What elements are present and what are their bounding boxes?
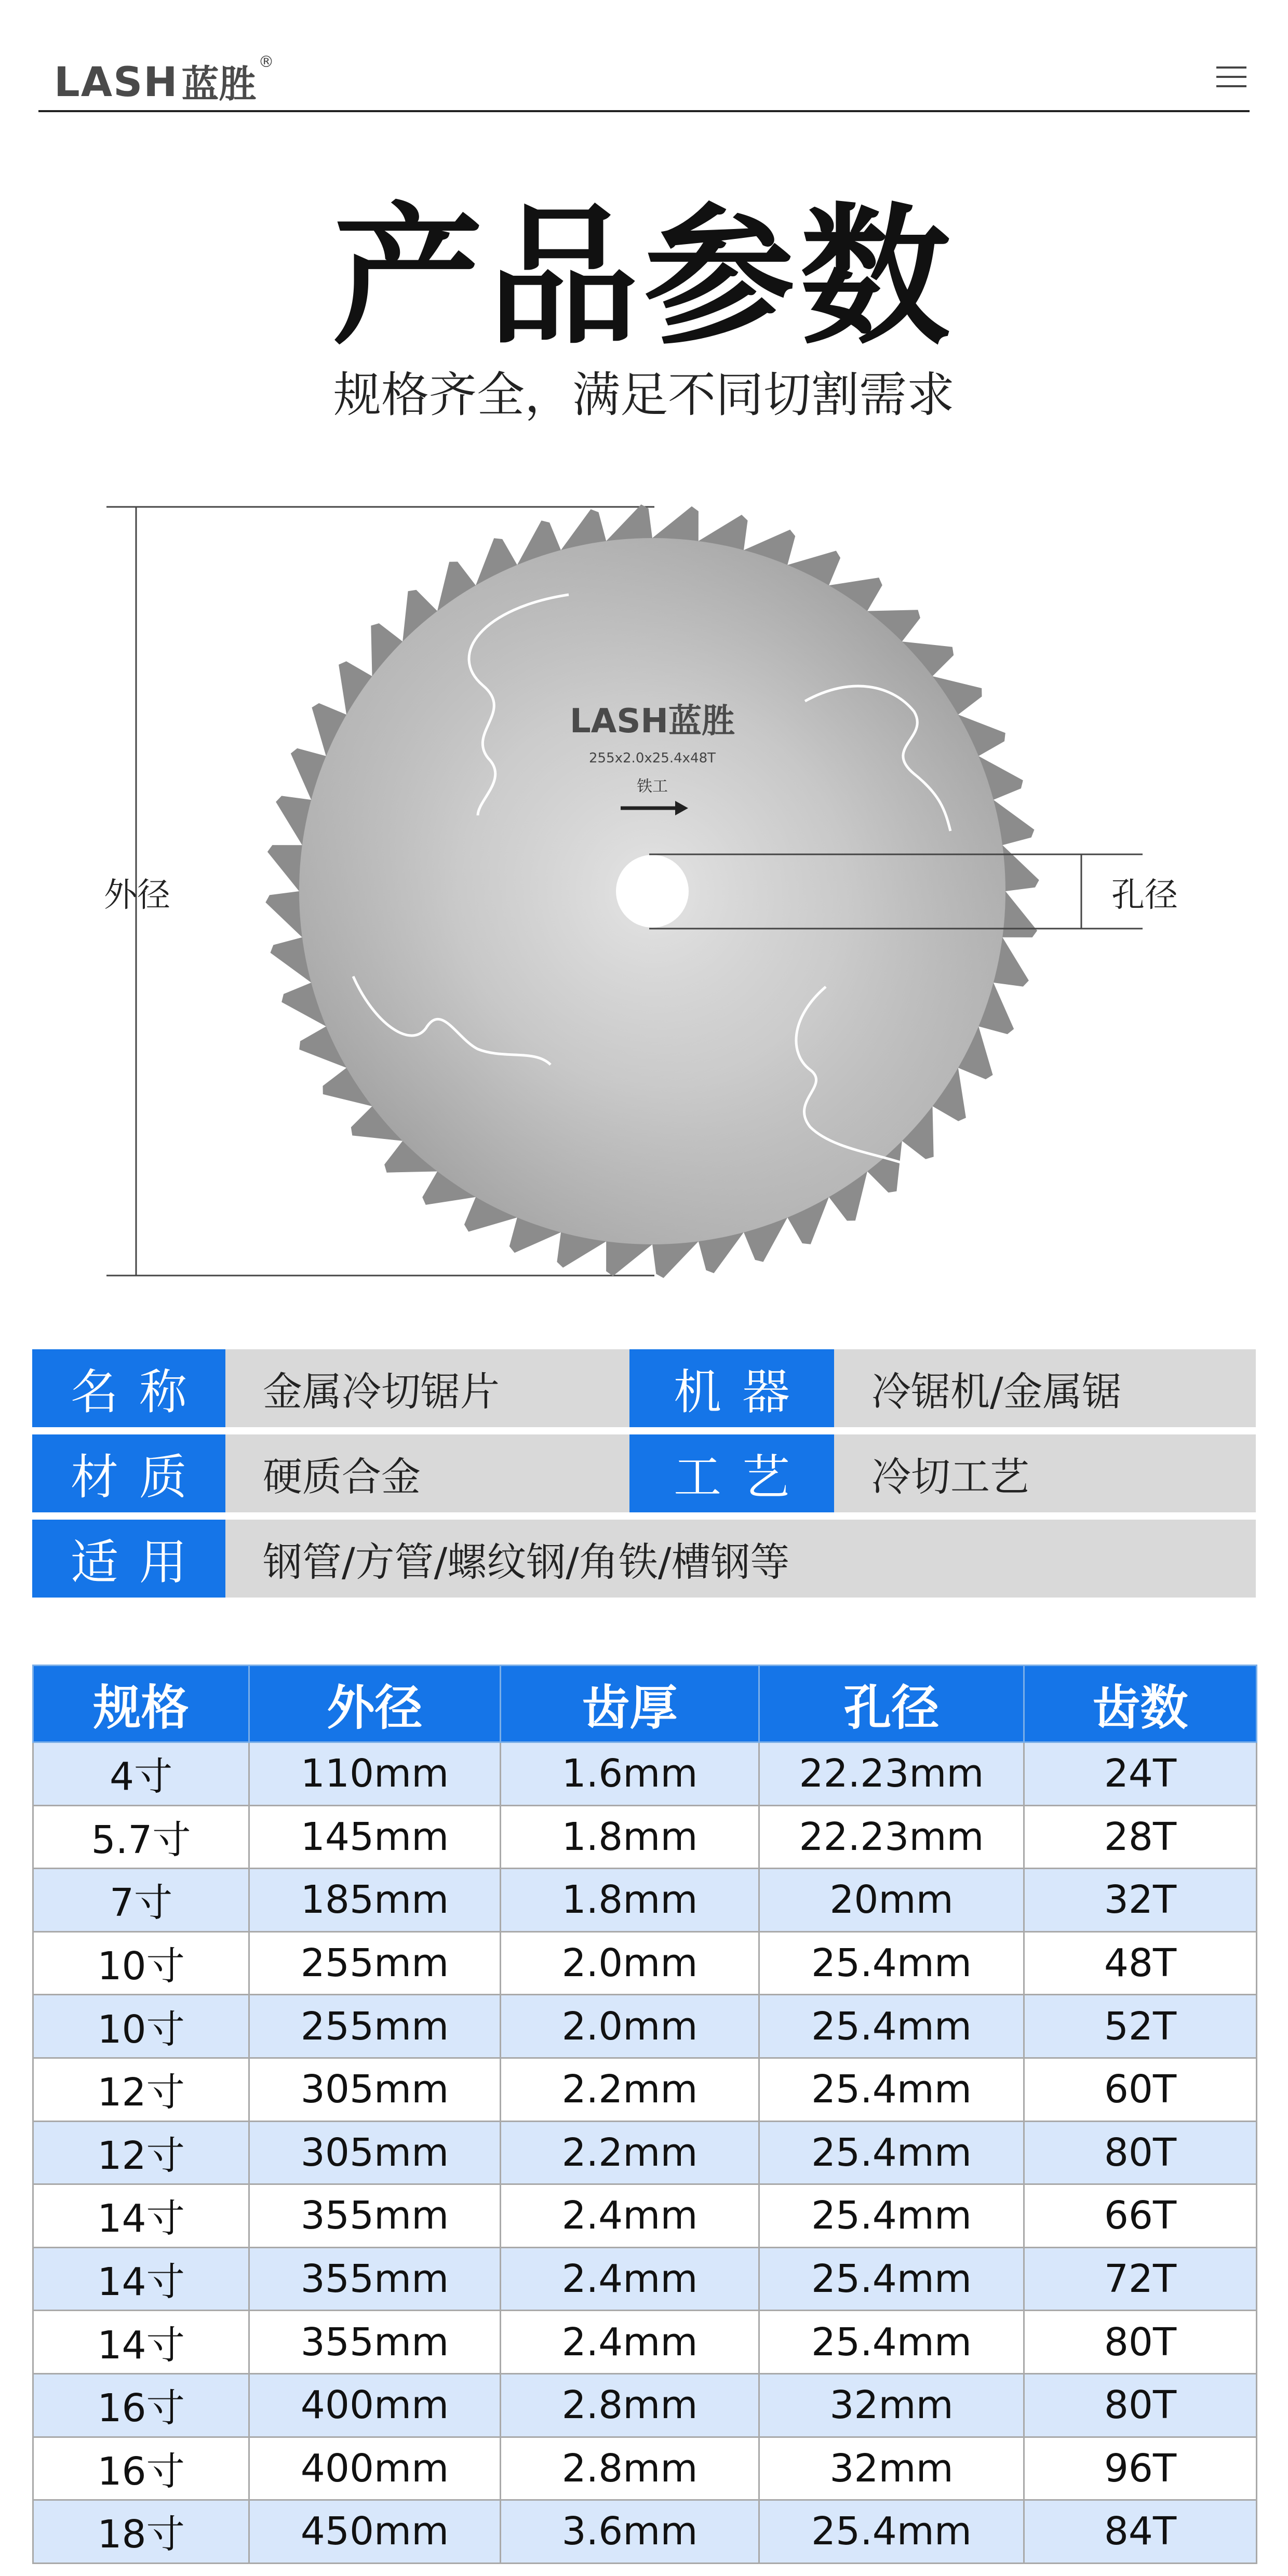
cell-bore: 20mm <box>759 1869 1024 1932</box>
cell-thickness: 2.4mm <box>501 2184 759 2248</box>
table-row <box>33 1869 1257 1932</box>
cell-teeth: 84T <box>1024 2500 1257 2564</box>
col-header-size: 规格 <box>33 1666 249 1742</box>
cell-teeth: 32T <box>1024 1869 1257 1932</box>
blade-spec-text: 255x2.0x25.4x48T <box>589 750 716 766</box>
brand-logo[interactable] <box>54 51 274 106</box>
cell-bore: 25.4mm <box>759 2311 1024 2374</box>
cell-teeth: 28T <box>1024 1805 1257 1869</box>
cell-bore: 32mm <box>759 2437 1024 2500</box>
cell-thickness: 2.8mm <box>501 2373 759 2437</box>
cell-thickness: 2.2mm <box>501 2121 759 2184</box>
cell-size: 18寸 <box>33 2500 249 2564</box>
table-row <box>33 1805 1257 1869</box>
table-row <box>33 2311 1257 2374</box>
machine-label: 机器 <box>629 1349 834 1427</box>
cell-thickness: 3.6mm <box>501 2500 759 2564</box>
page-subtitle: 规格齐全，满足不同切割需求 <box>333 367 955 423</box>
cell-outer-diameter: 400mm <box>249 2373 501 2437</box>
spec-table-header-row <box>33 1666 1257 1742</box>
cell-size: 7寸 <box>33 1869 249 1932</box>
blade-diagram <box>0 488 1288 1298</box>
table-row <box>33 2058 1257 2121</box>
col-header-teeth: 齿数 <box>1024 1666 1257 1742</box>
cell-bore: 22.23mm <box>759 1742 1024 1806</box>
cell-teeth: 52T <box>1024 1995 1257 2058</box>
cell-bore: 22.23mm <box>759 1805 1024 1869</box>
cell-teeth: 66T <box>1024 2184 1257 2248</box>
cell-outer-diameter: 355mm <box>249 2184 501 2248</box>
cell-size: 14寸 <box>33 2247 249 2311</box>
name-value: 金属冷切锯片 <box>225 1349 629 1427</box>
table-row <box>33 2373 1257 2437</box>
blade-logo: LASH蓝胜 <box>570 702 735 741</box>
machine-value: 冷锯机/金属锯 <box>834 1349 1256 1427</box>
blade-bore <box>616 855 689 928</box>
usage-label: 适用 <box>32 1520 225 1598</box>
cell-teeth: 72T <box>1024 2247 1257 2311</box>
cell-teeth: 24T <box>1024 1742 1257 1806</box>
info-row-material-process <box>32 1434 1256 1512</box>
table-row <box>33 1742 1257 1806</box>
cell-bore: 32mm <box>759 2373 1024 2437</box>
cell-outer-diameter: 400mm <box>249 2437 501 2500</box>
cell-outer-diameter: 450mm <box>249 2500 501 2564</box>
cell-teeth: 96T <box>1024 2437 1257 2500</box>
col-header-bore: 孔径 <box>759 1666 1024 1742</box>
col-header-thickness: 齿厚 <box>501 1666 759 1742</box>
usage-value: 钢管/方管/螺纹钢/角铁/槽钢等 <box>225 1520 1256 1598</box>
blade-material-text: 铁工 <box>637 777 668 796</box>
cell-bore: 25.4mm <box>759 1931 1024 1995</box>
cell-thickness: 1.8mm <box>501 1805 759 1869</box>
page-title: 产品参数 <box>332 190 956 365</box>
cell-outer-diameter: 355mm <box>249 2311 501 2374</box>
cell-bore: 25.4mm <box>759 2058 1024 2121</box>
cell-size: 12寸 <box>33 2121 249 2184</box>
process-value: 冷切工艺 <box>834 1434 1256 1512</box>
info-row-name-machine <box>32 1349 1256 1427</box>
cell-bore: 25.4mm <box>759 2500 1024 2564</box>
cell-bore: 25.4mm <box>759 2121 1024 2184</box>
cell-thickness: 1.6mm <box>501 1742 759 1806</box>
cell-thickness: 2.4mm <box>501 2247 759 2311</box>
process-label: 工艺 <box>629 1434 834 1512</box>
cell-size: 14寸 <box>33 2184 249 2248</box>
cell-outer-diameter: 355mm <box>249 2247 501 2311</box>
cell-outer-diameter: 255mm <box>249 1995 501 2058</box>
outer-diameter-label: 外径 <box>104 876 170 915</box>
cell-size: 16寸 <box>33 2373 249 2437</box>
cell-size: 12寸 <box>33 2058 249 2121</box>
cell-size: 14寸 <box>33 2311 249 2374</box>
cell-teeth: 48T <box>1024 1931 1257 1995</box>
menu-bar <box>1216 66 1246 69</box>
spec-table <box>32 1665 1257 2564</box>
saw-blade-illustration <box>0 488 1288 1298</box>
cell-size: 16寸 <box>33 2437 249 2500</box>
info-row-usage <box>32 1520 1256 1598</box>
col-header-outer-diameter: 外径 <box>249 1666 501 1742</box>
cell-bore: 25.4mm <box>759 2184 1024 2248</box>
cell-bore: 25.4mm <box>759 1995 1024 2058</box>
cell-teeth: 80T <box>1024 2311 1257 2374</box>
cell-outer-diameter: 145mm <box>249 1805 501 1869</box>
table-row <box>33 1931 1257 1995</box>
menu-bar <box>1216 85 1246 87</box>
cell-outer-diameter: 305mm <box>249 2058 501 2121</box>
cell-outer-diameter: 110mm <box>249 1742 501 1806</box>
table-row <box>33 1995 1257 2058</box>
cell-bore: 25.4mm <box>759 2247 1024 2311</box>
cell-size: 5.7寸 <box>33 1805 249 1869</box>
bore-diameter-label: 孔径 <box>1111 876 1178 915</box>
cell-thickness: 2.2mm <box>501 2058 759 2121</box>
registered-mark: ® <box>258 53 274 71</box>
material-value: 硬质合金 <box>225 1434 629 1512</box>
cell-outer-diameter: 305mm <box>249 2121 501 2184</box>
cell-thickness: 1.8mm <box>501 1869 759 1932</box>
cell-outer-diameter: 185mm <box>249 1869 501 1932</box>
cell-teeth: 80T <box>1024 2121 1257 2184</box>
logo-cjk-text: 蓝胜 <box>181 62 257 106</box>
table-row <box>33 2500 1257 2564</box>
cell-size: 4寸 <box>33 1742 249 1806</box>
menu-bar <box>1216 76 1246 78</box>
cell-thickness: 2.8mm <box>501 2437 759 2500</box>
cell-thickness: 2.0mm <box>501 1995 759 2058</box>
cell-teeth: 60T <box>1024 2058 1257 2121</box>
name-label: 名称 <box>32 1349 225 1427</box>
hamburger-menu-icon[interactable] <box>1216 66 1246 88</box>
table-row <box>33 2437 1257 2500</box>
table-row <box>33 2247 1257 2311</box>
cell-thickness: 2.0mm <box>501 1931 759 1995</box>
cell-thickness: 2.4mm <box>501 2311 759 2374</box>
site-header <box>38 0 1250 112</box>
cell-size: 10寸 <box>33 1931 249 1995</box>
material-label: 材质 <box>32 1434 225 1512</box>
cell-size: 10寸 <box>33 1995 249 2058</box>
cell-outer-diameter: 255mm <box>249 1931 501 1995</box>
table-row <box>33 2121 1257 2184</box>
cell-teeth: 80T <box>1024 2373 1257 2437</box>
table-row <box>33 2184 1257 2248</box>
logo-latin-text: LASH <box>54 59 179 106</box>
